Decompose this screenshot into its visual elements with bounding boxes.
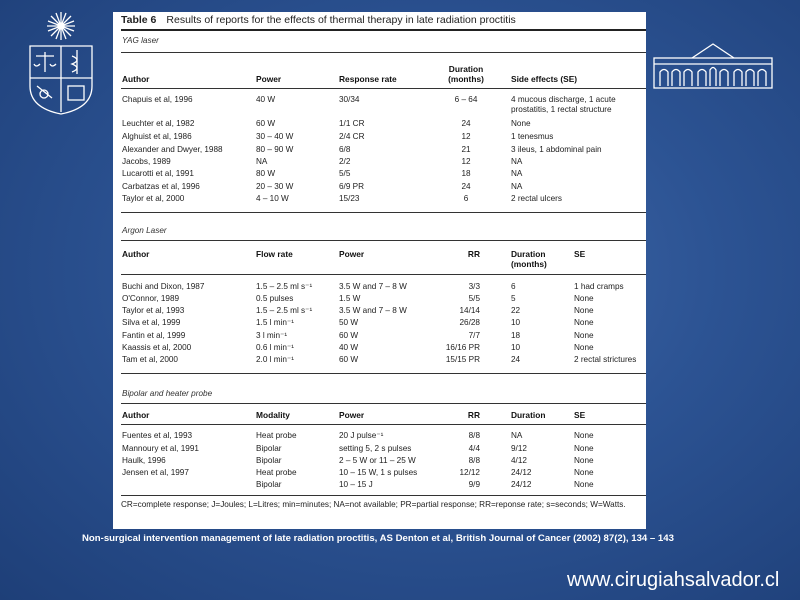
table-row-cell: 1.5 W [339, 294, 361, 303]
table-row-cell: Taylor et al, 2000 [122, 194, 185, 203]
table-row-cell: NA [256, 157, 268, 166]
table-row-cell: 2/4 CR [339, 132, 365, 141]
citation-caption: Non-surgical intervention management of late radiation proctitis, AS Denton et al, British Journal of Cancer (2002) 87(2), 134 – 143 [82, 533, 674, 544]
table-row-cell: 1/1 CR [339, 119, 365, 128]
table-row-cell: 4/12 [511, 456, 527, 465]
table-row-cell: 3/3 [468, 282, 480, 291]
table-row-cell: 22 [511, 306, 521, 315]
table-row-cell: 10 – 15 W, 1 s pulses [339, 468, 418, 477]
table-row-cell: None [511, 119, 531, 128]
table-row-cell: Leuchter et al, 1982 [122, 119, 195, 128]
bipolar-header-rr: RR [467, 410, 480, 420]
table-row-cell: 24 [511, 355, 521, 364]
table-row-cell: Jensen et al, 1997 [122, 468, 189, 477]
table-row-cell: 2/2 [339, 157, 351, 166]
table-row-cell: None [574, 318, 594, 327]
table-row-cell: 6 [463, 194, 469, 203]
table-row-cell: None [574, 444, 594, 453]
table-row-cell: None [574, 468, 594, 477]
table-document [113, 12, 646, 529]
table-row-cell: 60 W [339, 355, 359, 364]
university-crest-logo [22, 8, 100, 116]
table-row-cell: Mannoury et al, 1991 [122, 444, 199, 453]
table-row-cell: 16/16 PR [445, 343, 480, 352]
rule [121, 240, 646, 241]
table-row-cell: 9/9 [468, 480, 480, 489]
table-row-cell: 21 [461, 145, 471, 154]
rule [121, 212, 646, 213]
section-label-yag: YAG laser [122, 36, 159, 45]
table-row-cell: 7/7 [468, 331, 480, 340]
table-row-cell: 20 – 30 W [256, 182, 294, 191]
table-row-cell: 18 [511, 331, 521, 340]
bipolar-header-author: Author [122, 410, 150, 420]
yag-header-response-rate: Response rate [339, 74, 397, 84]
table-row-cell: Bipolar [256, 480, 282, 489]
table-row-cell: 15/23 [339, 194, 360, 203]
section-label-bipolar: Bipolar and heater probe [122, 389, 213, 398]
table-title [121, 14, 516, 26]
table-row-cell: None [574, 431, 594, 440]
table-row-cell: 30/34 [339, 95, 360, 104]
table-row-cell: 2 – 5 W or 11 – 25 W [339, 456, 416, 465]
table-row-cell: 5/5 [468, 294, 480, 303]
table-row-cell: 6/8 [339, 145, 351, 154]
table-row-cell: 30 – 40 W [256, 132, 294, 141]
table-row-cell: 60 W [339, 331, 359, 340]
table-row-cell: None [574, 480, 594, 489]
table-row-cell: 1.5 l min⁻¹ [256, 318, 294, 327]
bipolar-header-duration: Duration [511, 410, 546, 420]
section-label-argon: Argon Laser [122, 226, 167, 235]
table-footnote: CR=complete response; J=Joules; L=Litres; min=minutes; NA=not available; PR=partial response; RR=reponse rate; s=seconds; W=Watts. [121, 500, 626, 509]
table-row-cell: Alexander and Dwyer, 1988 [122, 145, 223, 154]
rule [121, 373, 646, 374]
table-row-cell: None [574, 306, 594, 315]
argon-header-flow-rate: Flow rate [256, 249, 293, 259]
table-number: Table 6 [121, 14, 157, 26]
table-row-cell: 6 [511, 282, 516, 291]
table-row-cell: Alghuist et al, 1986 [122, 132, 192, 141]
table-row-cell: 24 [461, 182, 471, 191]
table-row-cell: 5 [511, 294, 516, 303]
table-row-cell: 80 W [256, 169, 276, 178]
rule [121, 274, 646, 275]
table-row-cell: 60 W [256, 119, 276, 128]
table-title-text: Results of reports for the effects of thermal therapy in late radiation proctitis [166, 14, 516, 26]
yag-header-author: Author [122, 74, 150, 84]
table-row-cell: None [574, 456, 594, 465]
hospital-building-logo [652, 40, 774, 90]
table-row-cell: 3.5 W and 7 – 8 W [339, 282, 407, 291]
argon-header-se: SE [574, 249, 586, 259]
table-row-cell: 3 l min⁻¹ [256, 331, 288, 340]
table-row-cell: 10 [511, 318, 521, 327]
table-row-cell: 12 [461, 157, 471, 166]
table-row-cell: Bipolar [256, 444, 282, 453]
table-row-cell: None [574, 343, 594, 352]
table-row-cell: Tam et al, 2000 [122, 355, 178, 364]
table-row-cell: Chapuis et al, 1996 [122, 95, 193, 104]
rule [121, 29, 646, 31]
table-row-cell: 18 [461, 169, 471, 178]
table-row-cell: None [574, 294, 594, 303]
table-row-cell: setting 5, 2 s pulses [339, 444, 412, 453]
table-row-cell: 12 [461, 132, 471, 141]
table-row-cell: 24/12 [511, 468, 532, 477]
table-row-cell: Heat probe [256, 431, 297, 440]
argon-header-rr: RR [467, 249, 480, 259]
rule [121, 403, 646, 404]
table-row-cell: O'Connor, 1989 [122, 294, 180, 303]
table-row-cell: 1 had cramps [574, 282, 624, 291]
table-row-cell: NA [511, 157, 523, 166]
table-row-cell: 50 W [339, 318, 359, 327]
table-row-cell: 3 ileus, 1 abdominal pain [511, 145, 602, 154]
table-row-cell: 6/9 PR [339, 182, 365, 191]
rule [121, 52, 646, 53]
bipolar-header-modality: Modality [256, 410, 290, 420]
table-row-cell: 10 – 15 J [339, 480, 373, 489]
bipolar-header-se: SE [574, 410, 586, 420]
table-row-cell: 9/12 [511, 444, 527, 453]
yag-header-power: Power [256, 74, 282, 84]
table-row-cell: Haulk, 1996 [122, 456, 166, 465]
table-row-cell: Lucarotti et al, 1991 [122, 169, 194, 178]
table-row-cell: 80 – 90 W [256, 145, 294, 154]
table-row-cell: 2 rectal strictures [574, 355, 637, 364]
table-row-cell: 15/15 PR [445, 355, 480, 364]
table-row-cell: 4/4 [468, 444, 480, 453]
table-row-cell: 10 [511, 343, 521, 352]
table-row-cell: 2 rectal ulcers [511, 194, 562, 203]
table-row-cell: Bipolar [256, 456, 282, 465]
table-row-cell: 40 W [256, 95, 276, 104]
table-row-cell: 14/14 [459, 306, 480, 315]
table-row-cell: 26/28 [459, 318, 480, 327]
table-row-cell: Taylor et al, 1993 [122, 306, 185, 315]
table-row-cell: Jacobs, 1989 [122, 157, 171, 166]
table-row-cell: 2.0 l min⁻¹ [256, 355, 294, 364]
table-row-cell: 5/5 [339, 169, 351, 178]
table-row-cell: 1 tenesmus [511, 132, 554, 141]
table-row-cell: Silva et al, 1999 [122, 318, 181, 327]
bipolar-header-power: Power [339, 410, 365, 420]
table-row-cell: 8/8 [468, 456, 480, 465]
table-row-cell: Fuentes et al, 1993 [122, 431, 193, 440]
table-row-cell: 20 J pulse⁻¹ [339, 431, 384, 440]
table-row-cell: 0.6 l min⁻¹ [256, 343, 294, 352]
table-row-cell: 1.5 – 2.5 ml s⁻¹ [256, 282, 313, 291]
rule [121, 495, 646, 496]
table-row-cell: 0.5 pulses [256, 294, 294, 303]
table-row-cell: 24 [461, 119, 471, 128]
rule [121, 88, 646, 89]
table-row-cell: 4 – 10 W [256, 194, 289, 203]
table-row-cell: NA [511, 182, 523, 191]
table-row-cell: NA [511, 431, 523, 440]
table-row-cell: Carbatzas et al, 1996 [122, 182, 200, 191]
table-row-cell: Buchi and Dixon, 1987 [122, 282, 205, 291]
rule [121, 424, 646, 425]
table-row-cell: 3.5 W and 7 – 8 W [339, 306, 407, 315]
table-row-cell: 40 W [339, 343, 359, 352]
table-row-cell: 24/12 [511, 480, 532, 489]
table-row-cell: 12/12 [459, 468, 480, 477]
argon-header-author: Author [122, 249, 150, 259]
table-row-cell: None [574, 331, 594, 340]
argon-header-power: Power [339, 249, 365, 259]
table-row-cell: NA [511, 169, 523, 178]
table-row-cell: Heat probe [256, 468, 297, 477]
table-row-cell: Kaassis et al, 2000 [122, 343, 192, 352]
yag-header-side-effects: Side effects (SE) [511, 74, 578, 84]
argon-header-duration: Duration (months) [511, 249, 547, 269]
yag-header-duration: Duration (months) [448, 64, 484, 84]
table-row-cell: 6 – 64 [454, 95, 478, 104]
table-row-cell: 8/8 [468, 431, 480, 440]
table-row-cell: Fantin et al, 1999 [122, 331, 186, 340]
table-row-cell: 1.5 – 2.5 ml s⁻¹ [256, 306, 313, 315]
website-url[interactable]: www.cirugiahsalvador.cl [567, 569, 780, 591]
table-row-cell: 4 mucous discharge, 1 acute prostatitis, 1 rectal structure [511, 95, 616, 114]
